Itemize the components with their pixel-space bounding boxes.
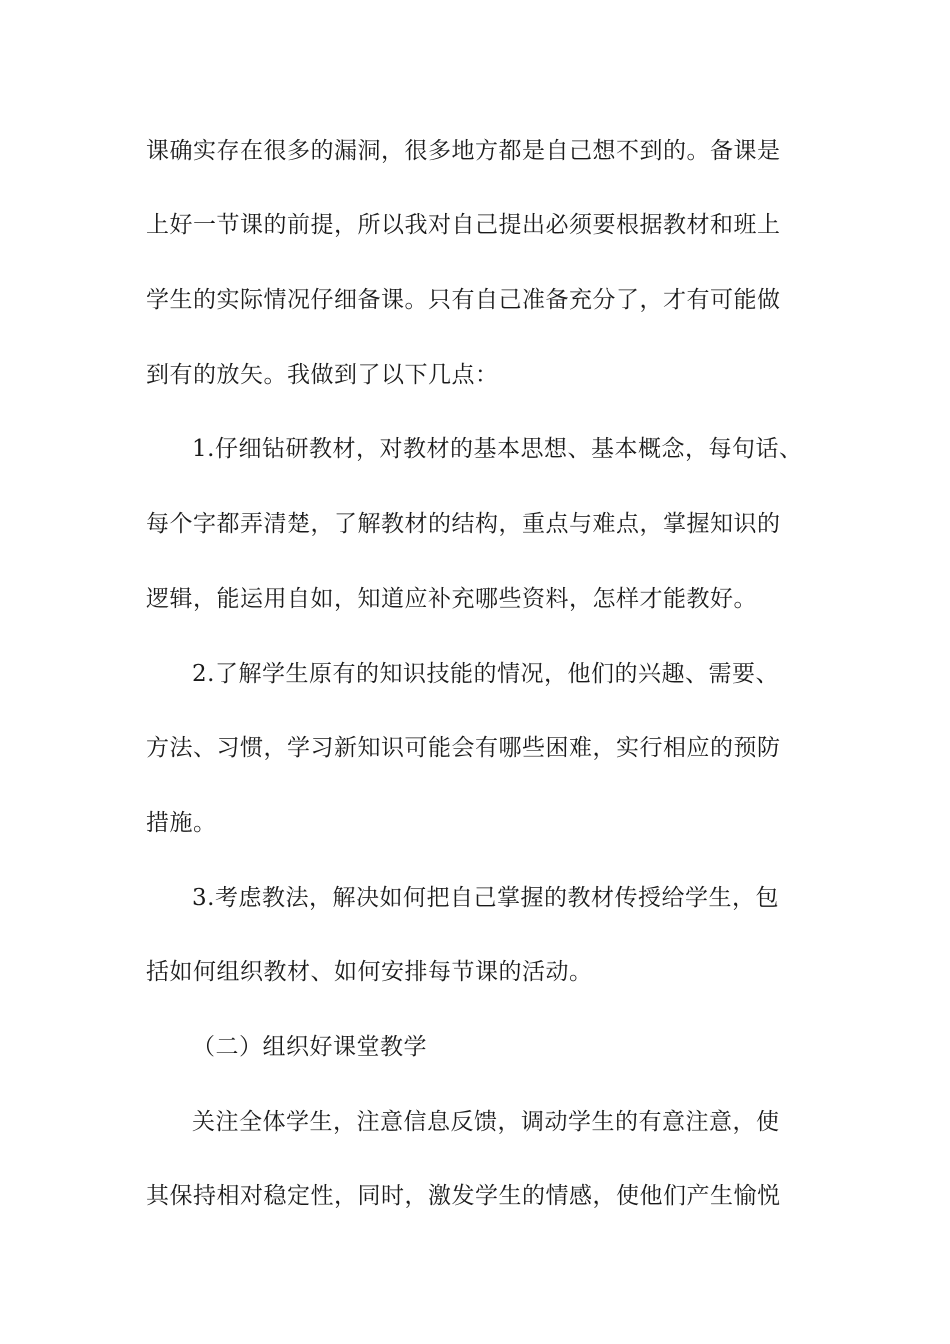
numbered-item-2: 2.了解学生原有的知识技能的情况，他们的兴趣、需要、 xyxy=(192,661,779,687)
numbered-item-3: 3.考虑教法，解决如何把自己掌握的教材传授给学生，包 xyxy=(192,885,779,911)
section-heading: （二）组织好课堂教学 xyxy=(192,1034,427,1060)
text-line: 到有的放矢。我做到了以下几点： xyxy=(146,362,499,388)
text-line: 其保持相对稳定性，同时，激发学生的情感，使他们产生愉悦 xyxy=(146,1183,781,1209)
text-line: 学生的实际情况仔细备课。只有自己准备充分了，才有可能做 xyxy=(146,287,781,313)
text-line: 括如何组织教材、如何安排每节课的活动。 xyxy=(146,959,593,985)
numbered-item-1: 1.仔细钻研教材，对教材的基本思想、基本概念，每句话、 xyxy=(192,436,803,462)
text-line: 课确实存在很多的漏洞，很多地方都是自己想不到的。备课是 xyxy=(146,138,781,164)
text-line: 措施。 xyxy=(146,810,217,836)
text-line: 每个字都弄清楚，了解教材的结构，重点与难点，掌握知识的 xyxy=(146,511,781,537)
paragraph-start: 关注全体学生，注意信息反馈，调动学生的有意注意，使 xyxy=(192,1109,780,1135)
text-line: 上好一节课的前提，所以我对自己提出必须要根据教材和班上 xyxy=(146,212,781,238)
text-line: 逻辑，能运用自如，知道应补充哪些资料，怎样才能教好。 xyxy=(146,586,757,612)
text-line: 方法、习惯，学习新知识可能会有哪些困难，实行相应的预防 xyxy=(146,735,781,761)
